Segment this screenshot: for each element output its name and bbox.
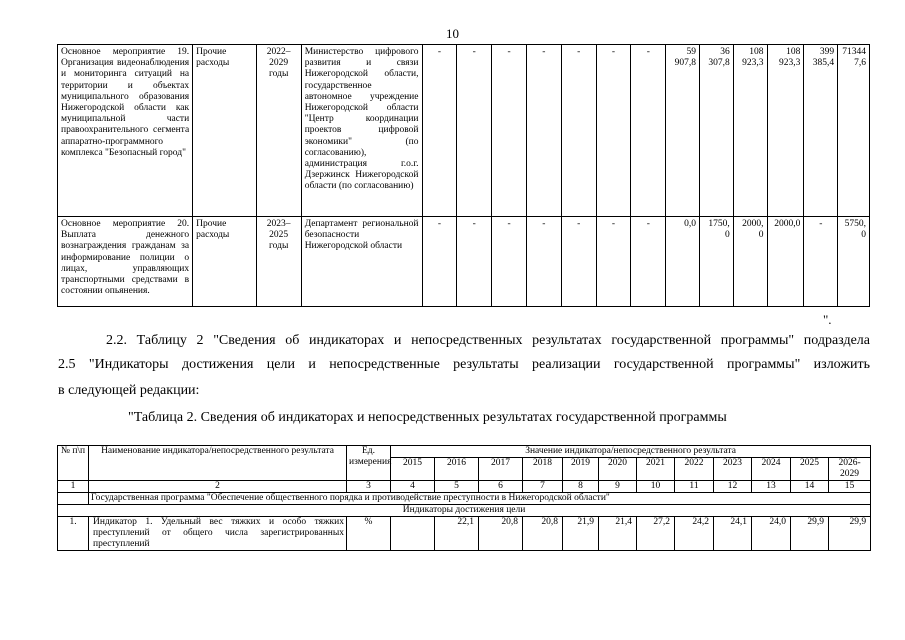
indicator-value: 24,2 [675,517,714,551]
year-header: 2021 [637,458,675,481]
indicator-value: 29,9 [829,517,871,551]
value-cell: 36 307,8 [699,45,733,217]
column-number: 7 [523,481,563,493]
column-number: 1 [58,481,89,493]
activity-name: Основное мероприятие 20. Выплата денежного вознаграждения гражданам за информирование полиции о лицах, управляющих транспортными средствами в состоянии опьянения. [58,217,193,307]
year-header: 2017 [479,458,523,481]
activity-name: Основное мероприятие 19. Организация видеонаблюдения и мониторинга ситуаций на территории и объектах муниципального образования Нижегородской области как муниципальной части правоохранительного сегмента аппаратно-программного комплекса "Безопасный город" [58,45,193,217]
paragraph-amendment-line3: в следующей редакции: [58,383,200,398]
paragraph-amendment-line1: 2.2. Таблицу 2 "Сведения об индикаторах и непосредственных результатах государственной программы" подраздела [106,333,870,348]
table2-title: "Таблица 2. Сведения об индикаторах и непосредственных результатах государственной программы [128,410,727,425]
year-header: 2018 [523,458,563,481]
year-header: 2023 [714,458,752,481]
year-header: 2016 [435,458,479,481]
column-number: 3 [347,481,391,493]
closing-quote: ". [823,312,832,327]
indicator-value [391,517,435,551]
indicator-name: Индикатор 1. Удельный вес тяжких и особо тяжких преступлений от общего числа зарегистрированных преступлений [89,517,347,551]
value-cell: - [631,45,666,217]
page-number: 10 [446,26,459,41]
period: 2023–2025 годы [256,217,301,307]
value-cell: - [422,217,457,307]
indicator-value: 22,1 [435,517,479,551]
executor: Министерство цифрового развития и связи Нижегородской области, государственное автономное учреждение Нижегородской области "Центр координации проектов цифровой экономики" (по согласованию), администрация г.о.г. Дзержинск Нижегородской области (по согласованию) [301,45,422,217]
activities-table [57,44,870,307]
table-row [58,45,870,217]
header-value-group: Значение индикатора/непосредственного результата [391,446,871,458]
value-cell: 0,0 [666,217,700,307]
value-cell: - [492,217,527,307]
value-cell: - [561,217,596,307]
year-header: 2025 [791,458,829,481]
indicator-row [58,517,871,551]
indicator-value: 24,1 [714,517,752,551]
year-header: 2024 [752,458,791,481]
indicator-unit: % [347,517,391,551]
column-number: 8 [563,481,599,493]
program-name: Государственная программа "Обеспечение общественного порядка и противодействие преступности в Нижегородской области" [89,493,871,505]
column-number: 15 [829,481,871,493]
value-cell: - [457,217,492,307]
year-header: 2026-2029 [829,458,871,481]
column-number: 6 [479,481,523,493]
year-header: 2020 [599,458,637,481]
value-cell: 108 923,3 [733,45,767,217]
header-unit: Ед. измерения [347,446,391,481]
indicator-num: 1. [58,517,89,551]
column-number: 14 [791,481,829,493]
value-cell: - [596,45,631,217]
header-name: Наименование индикатора/непосредственного результата [89,446,347,481]
value-cell: 59 907,8 [666,45,700,217]
column-number: 9 [599,481,637,493]
column-number-row [58,481,871,493]
program-row [58,493,871,505]
value-cell: - [596,217,631,307]
indicators-table [57,445,871,551]
header-num: № п\п [58,446,89,481]
value-cell: - [526,45,561,217]
indicator-value: 24,0 [752,517,791,551]
empty-cell [58,493,89,505]
value-cell: - [457,45,492,217]
header-row [58,446,871,458]
value-cell: 2000, 0 [733,217,767,307]
expense-type: Прочие расходы [193,45,256,217]
value-cell: 1750, 0 [699,217,733,307]
value-cell: - [631,217,666,307]
column-number: 12 [714,481,752,493]
value-cell: 2000,0 [767,217,804,307]
section-title: Индикаторы достижения цели [58,505,871,517]
value-cell: - [526,217,561,307]
column-number: 11 [675,481,714,493]
table-row [58,217,870,307]
indicator-value: 27,2 [637,517,675,551]
value-cell: 5750, 0 [838,217,870,307]
value-cell: - [422,45,457,217]
value-cell: 108 923,3 [767,45,804,217]
year-header: 2022 [675,458,714,481]
indicator-value: 21,9 [563,517,599,551]
column-number: 13 [752,481,791,493]
value-cell: - [804,217,838,307]
column-number: 4 [391,481,435,493]
period: 2022–2029 годы [256,45,301,217]
indicator-value: 21,4 [599,517,637,551]
paragraph-amendment-line2: 2.5 "Индикаторы достижения цели и непосредственные результаты реализации государственной программы" изложить [58,357,870,372]
value-cell: - [492,45,527,217]
section-row [58,505,871,517]
indicator-value: 29,9 [791,517,829,551]
year-header: 2019 [563,458,599,481]
column-number: 10 [637,481,675,493]
column-number: 2 [89,481,347,493]
executor: Департамент региональной безопасности Нижегородской области [301,217,422,307]
value-cell: - [561,45,596,217]
column-number: 5 [435,481,479,493]
indicator-value: 20,8 [479,517,523,551]
value-cell: 71344 7,6 [838,45,870,217]
expense-type: Прочие расходы [193,217,256,307]
year-header: 2015 [391,458,435,481]
value-cell: 399 385,4 [804,45,838,217]
indicator-value: 20,8 [523,517,563,551]
